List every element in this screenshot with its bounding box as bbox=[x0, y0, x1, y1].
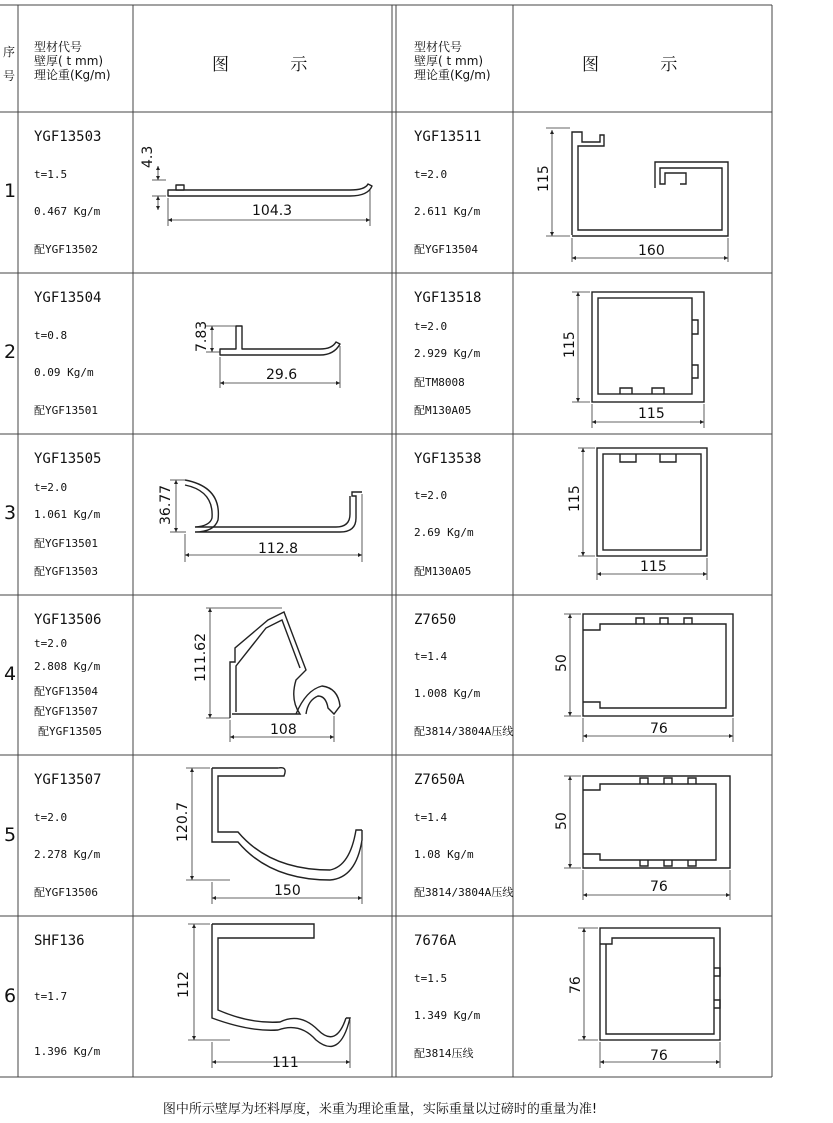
row-seq: 5 bbox=[4, 824, 17, 846]
weight: 1.08 Kg/m bbox=[414, 848, 474, 861]
dimension-label: 112.8 bbox=[258, 541, 299, 557]
thickness: t=1.4 bbox=[414, 811, 448, 824]
row-seq: 4 bbox=[4, 663, 17, 685]
dimension-label: 111 bbox=[272, 1055, 299, 1071]
dimension-label: 112 bbox=[176, 971, 192, 998]
profile-drawing-ygf13511 bbox=[536, 128, 728, 262]
dimension-label: 160 bbox=[638, 243, 665, 259]
thickness: t=2.0 bbox=[34, 811, 68, 824]
dimension-label: 104.3 bbox=[252, 203, 293, 219]
dimension-label: 76 bbox=[650, 721, 668, 737]
pairing: 配3814/3804A压线 bbox=[414, 886, 514, 899]
profile-code: 7676A bbox=[414, 933, 457, 949]
row-seq: 6 bbox=[4, 985, 17, 1007]
weight: 1.349 Kg/m bbox=[414, 1009, 481, 1022]
profile-code: YGF13504 bbox=[34, 290, 102, 306]
profile-code: YGF13511 bbox=[414, 129, 482, 145]
pairing: 配3814压线 bbox=[414, 1047, 474, 1060]
thickness: t=2.0 bbox=[34, 637, 68, 650]
weight: 0.09 Kg/m bbox=[34, 366, 94, 379]
pairing: 配3814/3804A压线 bbox=[414, 725, 514, 738]
row-seq: 2 bbox=[4, 341, 17, 363]
profile-code: Z7650A bbox=[414, 772, 465, 788]
pairing: 配M130A05 bbox=[414, 404, 472, 417]
dimension-label: 120.7 bbox=[175, 801, 191, 842]
info-header-code: 型材代号 bbox=[414, 40, 463, 54]
thickness: t=2.0 bbox=[414, 320, 448, 333]
profile-code: YGF13505 bbox=[34, 451, 102, 467]
profile-drawing-ygf13504 bbox=[194, 321, 340, 388]
info-header-thickness: 壁厚( t mm) bbox=[414, 54, 484, 68]
dimension-label: 76 bbox=[650, 879, 668, 895]
profile-drawing-ygf13506 bbox=[193, 608, 340, 742]
dimension-label: 50 bbox=[554, 654, 570, 672]
dimension-label: 4.3 bbox=[140, 145, 156, 168]
weight: 2.808 Kg/m bbox=[34, 660, 101, 673]
profile-drawing-z7650a bbox=[554, 776, 730, 900]
thickness: t=2.0 bbox=[414, 168, 448, 181]
profile-code: Z7650 bbox=[414, 612, 457, 628]
pairing: 配TM8008 bbox=[414, 376, 465, 389]
thickness: t=0.8 bbox=[34, 329, 68, 342]
profile-code: YGF13503 bbox=[34, 129, 102, 145]
diagram-header-left: 图 示 bbox=[212, 55, 336, 75]
profile-code: YGF13507 bbox=[34, 772, 102, 788]
pairing: 配YGF13507 bbox=[34, 705, 98, 718]
seq-header: 序号 bbox=[2, 45, 15, 83]
weight: 2.69 Kg/m bbox=[414, 526, 474, 539]
profile-drawing-shf136 bbox=[176, 924, 350, 1071]
dimension-label: 108 bbox=[270, 722, 297, 738]
info-header-weight: 理论重(Kg/m) bbox=[414, 68, 491, 82]
weight: 1.008 Kg/m bbox=[414, 687, 481, 700]
profile-drawing-ygf13538 bbox=[567, 448, 707, 580]
pairing: 配YGF13505 bbox=[38, 725, 102, 738]
row-seq: 1 bbox=[4, 180, 17, 202]
weight: 1.061 Kg/m bbox=[34, 508, 101, 521]
dimension-label: 7.83 bbox=[194, 320, 210, 352]
weight: 0.467 Kg/m bbox=[34, 205, 101, 218]
thickness: t=2.0 bbox=[34, 481, 68, 494]
thickness: t=1.5 bbox=[414, 972, 448, 985]
row-seq: 3 bbox=[4, 502, 17, 524]
dimension-label: 115 bbox=[567, 485, 583, 512]
profile-code: YGF13538 bbox=[414, 451, 482, 467]
dimension-label: 115 bbox=[638, 406, 665, 422]
info-header-thickness: 壁厚( t mm) bbox=[34, 54, 104, 68]
dimension-label: 36.77 bbox=[158, 484, 174, 525]
dimension-label: 115 bbox=[562, 331, 578, 358]
dimension-label: 50 bbox=[554, 812, 570, 830]
dimension-label: 76 bbox=[568, 976, 584, 994]
profile-drawing-ygf13507 bbox=[175, 768, 362, 904]
diagram-header-right: 图 示 bbox=[582, 55, 706, 75]
pairing: 配YGF13506 bbox=[34, 886, 98, 899]
dimension-label: 115 bbox=[536, 165, 552, 192]
pairing: 配YGF13502 bbox=[34, 243, 98, 256]
profile-drawing-ygf13503 bbox=[140, 146, 372, 226]
pairing: 配YGF13504 bbox=[414, 243, 478, 256]
thickness: t=1.4 bbox=[414, 650, 448, 663]
dimension-label: 76 bbox=[650, 1048, 668, 1064]
pairing: 配YGF13501 bbox=[34, 404, 98, 417]
weight: 1.396 Kg/m bbox=[34, 1045, 101, 1058]
profile-drawing-7676a bbox=[568, 928, 720, 1068]
profile-drawing-ygf13518 bbox=[562, 292, 704, 428]
profile-code: SHF136 bbox=[34, 933, 85, 949]
dimension-label: 150 bbox=[274, 883, 301, 899]
pairing: 配YGF13504 bbox=[34, 685, 98, 698]
dimension-label: 115 bbox=[640, 559, 667, 575]
thickness: t=1.5 bbox=[34, 168, 68, 181]
profile-code: YGF13518 bbox=[414, 290, 482, 306]
weight: 2.278 Kg/m bbox=[34, 848, 101, 861]
profile-drawing-ygf13505 bbox=[158, 480, 362, 562]
profile-code: YGF13506 bbox=[34, 612, 102, 628]
pairing: 配YGF13501 bbox=[34, 537, 98, 550]
pairing: 配M130A05 bbox=[414, 565, 472, 578]
info-header-code: 型材代号 bbox=[34, 40, 83, 54]
weight: 2.611 Kg/m bbox=[414, 205, 481, 218]
weight: 2.929 Kg/m bbox=[414, 347, 481, 360]
info-header-weight: 理论重(Kg/m) bbox=[34, 68, 111, 82]
thickness: t=1.7 bbox=[34, 990, 68, 1003]
pairing: 配YGF13503 bbox=[34, 565, 98, 578]
profile-drawing-z7650 bbox=[554, 614, 733, 742]
footer-note: 图中所示壁厚为坯料厚度，米重为理论重量，实际重量以过磅时的重量为准! bbox=[162, 1102, 598, 1117]
thickness: t=2.0 bbox=[414, 489, 448, 502]
dimension-label: 111.62 bbox=[193, 633, 209, 682]
dimension-label: 29.6 bbox=[266, 367, 298, 383]
